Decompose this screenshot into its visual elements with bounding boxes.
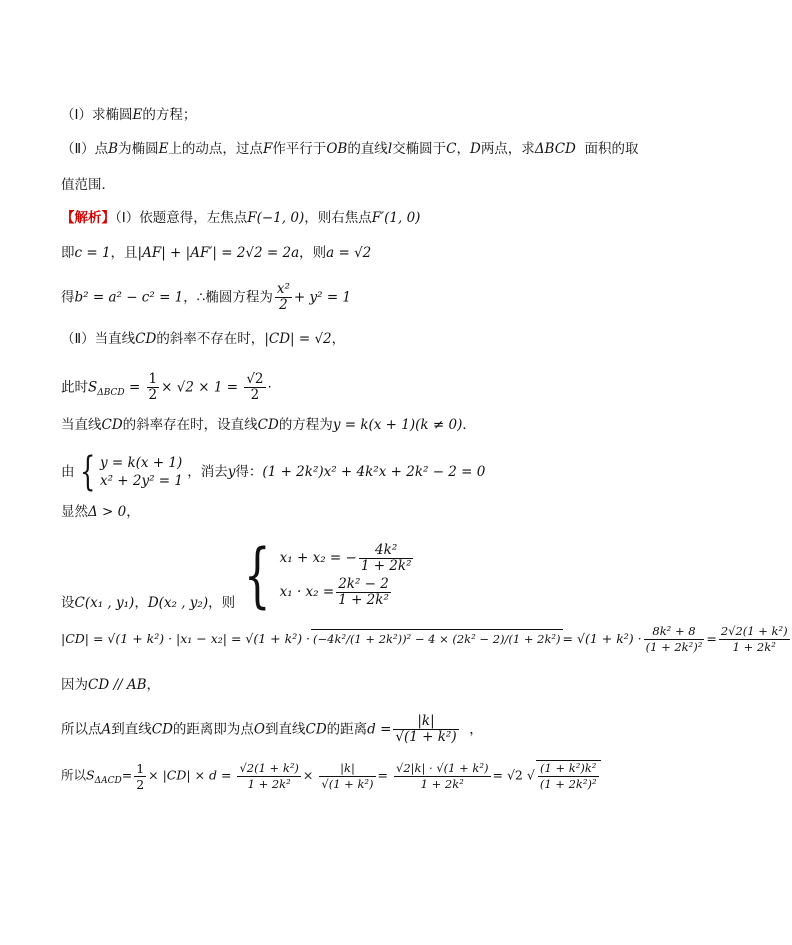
- solution-line-9: 设C(x₁ , y₁)，D(x₂ , y₂)，则 { x₁ + x₂ = − $\frac{\text{4k²}}{\text{1 + 2k²}}$ x₁ · x₂ = $\frac{\text{2k² − 2}}{\text{1 + 2k²}}$: [61, 540, 415, 610]
- solution-line-4: （Ⅱ）当直线CD的斜率不存在时，|CD| = √2，: [61, 331, 346, 347]
- solution-line-12: 所以点A到直线CD的距离即为点O到直线CD的距离d = $\frac{|k|}{\text{√(1 + k²)}}$ ，: [61, 713, 483, 745]
- solution-line-10: |CD| = √(1 + k²) · |x₁ − x₂| = √(1 + k²) · (−4k²/(1 + 2k²))² − 4 × (2k² − 2)/(1 + 2k²) = √(1 + k²) · $\frac{\text{8k² + 8}}{\text{(1 + 2k²)²}}$ = $\frac{\text{2√2(1 + k²)}}{\text{1 + 2k²}}$: [61, 624, 788, 654]
- solution-tag: 【解析】: [61, 210, 115, 226]
- fraction-root2-over-2: $\frac{√2}{2}$: [246, 371, 264, 403]
- solution-line-7: 由 { y = k(x + 1) x² + 2y² = 1 ，消去y得：(1 + 2k²)x² + 4k²x + 2k² − 2 = 0: [61, 449, 486, 495]
- solution-line-1: 【解析】（Ⅰ）依题意得，左焦点F(−1, 0)，则右焦点F′(1, 0): [61, 210, 421, 226]
- solution-line-2: 即c = 1，且|AF| + |AF′| = 2√2 = 2a，则a = √2: [61, 245, 372, 261]
- left-brace: {: [79, 449, 95, 495]
- part1-question: （Ⅰ）求椭圆E的方程；: [61, 107, 197, 123]
- equation-system: y = k(x + 1) x² + 2y² = 1: [99, 455, 183, 489]
- part2-continuation: 值范围．: [61, 177, 115, 193]
- fraction: $\frac{\text{x²}}{2}$: [276, 281, 290, 313]
- solution-line-3: 得b² = a² − c² = 1，∴椭圆方程为 $\frac{\text{x²}}{2}$ + y² = 1: [61, 281, 352, 313]
- solution-line-13: 所以$S_{\Delta ACD}=$ $\frac{1}{2}$ × |CD| × d = $\frac{\text{√2(1 + k²)}}{\text{1 + 2k²}}$ × $\frac{|k|}{\text{√(1 + k²)}}$ = $\frac{\text{√2|k| · √(1 + k²)}}{\text{1 + 2k²}}$ = √2 √ $\frac{\text{(1 + k²)k²}}{\text{(1 + 2k²)²}}$: [61, 760, 603, 792]
- left-brace: {: [244, 534, 271, 616]
- solution-line-8: 显然Δ > 0，: [61, 504, 140, 520]
- solution-line-5: 此时$S_{\Delta BCD}$ = $\frac{1}{2}$ × √2 × 1 = $\frac{√2}{2}$ ·: [61, 371, 272, 403]
- fraction-half: $\frac{1}{2}$: [148, 371, 158, 403]
- part2-question: （Ⅱ）点B为椭圆E上的动点，过点F作平行于OB的直线l交椭圆于C，D两点，求ΔBCD 面积的取: [61, 141, 639, 157]
- solution-line-11: 因为CD // AB，: [61, 677, 161, 693]
- solution-line-6: 当直线CD的斜率存在时，设直线CD的方程为y = k(x + 1)(k ≠ 0)．: [61, 417, 476, 433]
- vieta-system: x₁ + x₂ = − $\frac{\text{4k²}}{\text{1 + 2k²}}$ x₁ · x₂ = $\frac{\text{2k² − 2}}{\text{1 + 2k²}}$: [279, 542, 412, 608]
